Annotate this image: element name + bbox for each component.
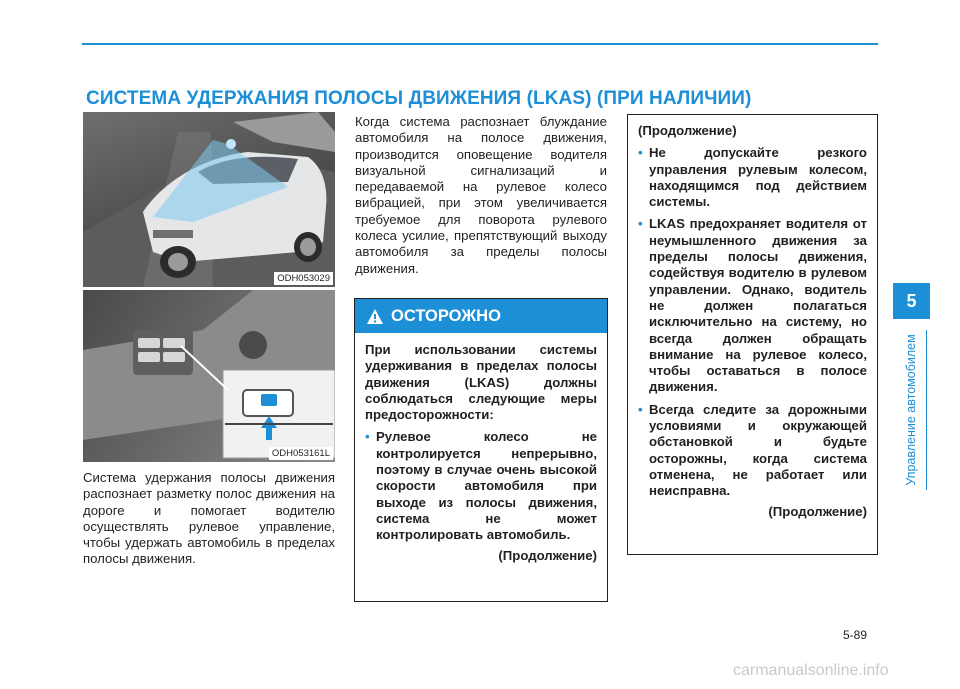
caution-header bbox=[355, 299, 607, 333]
section-title: СИСТЕМА УДЕРЖАНИЯ ПОЛОСЫ ДВИЖЕНИЯ (LKAS) (ПРИ НАЛИЧИИ) bbox=[86, 88, 752, 109]
continued-label: (Продолжение) bbox=[768, 503, 867, 519]
chapter-side-line bbox=[926, 330, 927, 490]
continued-bullet: • Не допускайте резкого управления рулевым колесом, находящимся под действием системы. bbox=[638, 145, 867, 210]
car-drawing bbox=[83, 112, 335, 287]
bullet-icon: • bbox=[638, 216, 643, 232]
continued-bullet: • Всегда следите за дорожными условиями и окружающей обстановкой и будьте осторожны, когда система отменена, не работает или неисправна. bbox=[638, 401, 867, 499]
caution-heading: ОСТОРОЖНО bbox=[391, 306, 501, 325]
header-rule bbox=[82, 43, 878, 45]
continued-box bbox=[627, 114, 878, 555]
page-number: 5-89 bbox=[843, 628, 868, 642]
caution-intro: При использовании системы удерживания в пределах полосы движения (LKAS) должны соблюдаться следующие меры предосторожности: bbox=[365, 342, 597, 423]
intro-paragraph: Система удержания полосы движения распознает разметку полос движения на дороге и помогает водителю осуществлять рулевое управление, чтобы удержать автомобиль в пределах полосы движения. bbox=[83, 470, 335, 567]
chapter-title: Управление автомобилем bbox=[904, 334, 918, 486]
warning-icon bbox=[367, 309, 383, 324]
description-paragraph: Когда система распознает блуждание автомобиля на полосе движения, производится оповещение водителя визуальной сигнализаций и передаваемой на рулевое колесо вибрацией, при этом увеличивается требуемое для поворота рулевого колеса усилие, препятствующий выходу автомобиля за пределы полосы движения. bbox=[355, 114, 607, 276]
continued-bullet: • LKAS предохраняет водителя от неумышленного движения за пределы полосы движения, содействуя водителю в рулевом управлении. Однако, водитель не должен полагаться исключительно на систему, но всегда должен обращать внимание на рулевое колесо, чтобы оставаться в полосе движения. bbox=[638, 216, 867, 395]
watermark: carmanualsonline.info bbox=[733, 662, 889, 679]
bullet-icon: • bbox=[365, 429, 370, 445]
switch-illustration bbox=[83, 290, 335, 462]
image-code-label: ODH053161L bbox=[269, 447, 333, 460]
image-code-label: ODH053029 bbox=[274, 272, 333, 285]
bullet-icon: • bbox=[638, 145, 643, 161]
caution-bullet: • Рулевое колесо не контролируется непрерывно, поэтому в случае очень высокой скорости автомобиля при выходе из полосы движения, система не может контролировать автомобиль. bbox=[365, 429, 597, 543]
chapter-tab: 5 bbox=[893, 283, 930, 319]
caution-box bbox=[354, 298, 608, 602]
continued-label: (Продолжение) bbox=[498, 547, 597, 563]
bullet-icon: • bbox=[638, 401, 643, 417]
switch-drawing bbox=[83, 290, 335, 462]
car-illustration bbox=[83, 112, 335, 287]
continued-header: (Продолжение) bbox=[638, 123, 737, 138]
